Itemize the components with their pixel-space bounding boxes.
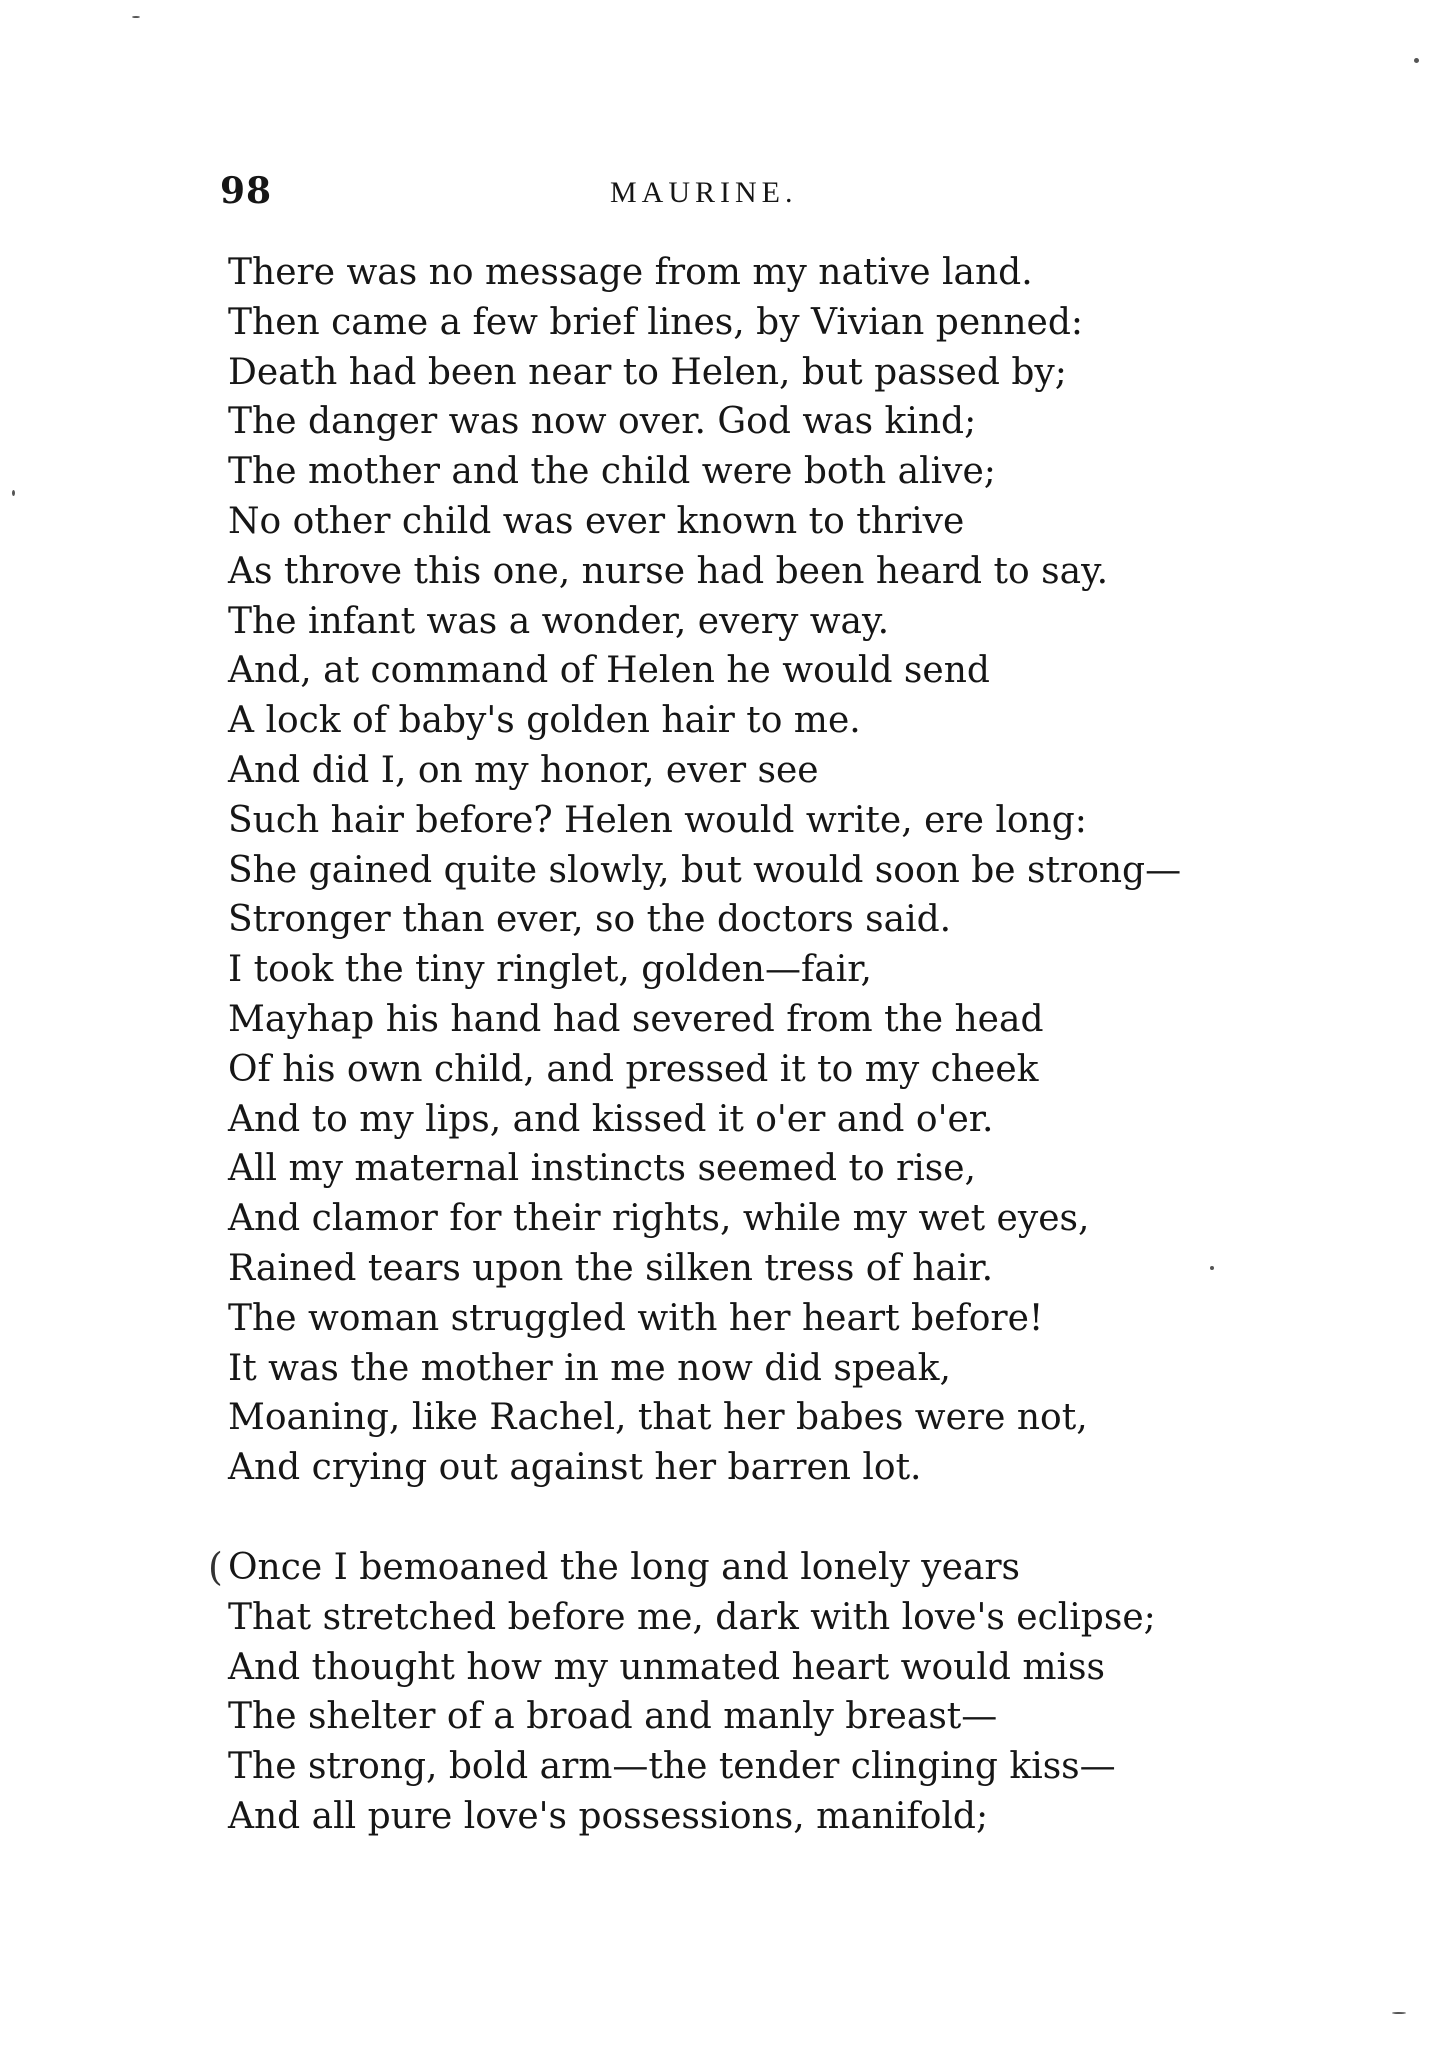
stanza-2 — [208, 1543, 1278, 1842]
poem-line: As throve this one, nurse had been heard to say. — [228, 550, 1109, 592]
poem-line: Of his own child, and pressed it to my cheek — [228, 1048, 1039, 1090]
poem-line: Mayhap his hand had severed from the head — [228, 998, 1044, 1040]
poem-line: The danger was now over. God was kind; — [228, 401, 977, 443]
poem-line: The woman struggled with her heart before! — [228, 1297, 1044, 1339]
poem-line: No other child was ever known to thrive — [228, 500, 965, 542]
scan-speck — [12, 490, 15, 496]
poem-line: Moaning, like Rachel, that her babes were not, — [228, 1397, 1088, 1439]
poem-line: I took the tiny ringlet, golden—fair, — [228, 949, 872, 991]
poem-line: That stretched before me, dark with love's eclipse; — [228, 1596, 1156, 1638]
page-header — [220, 170, 980, 220]
stanza-1 — [228, 248, 1278, 1493]
poem-line: Rained tears upon the silken tress of hair. — [228, 1247, 994, 1289]
poem-line: It was the mother in me now did speak, — [228, 1347, 951, 1389]
scan-speck — [1210, 1266, 1214, 1270]
poem-line: Stronger than ever, so the doctors said. — [228, 899, 952, 941]
poem-line: And thought how my unmated heart would miss — [228, 1646, 1105, 1688]
scan-speck — [1392, 2012, 1406, 2014]
running-title: MAURINE. — [610, 176, 798, 209]
poem-line: And crying out against her barren lot. — [228, 1447, 922, 1489]
stanza-bracket-mark: ( — [208, 1544, 223, 1589]
poem-line: Death had been near to Helen, but passed by; — [228, 351, 1067, 393]
poem-line: There was no message from my native land. — [228, 252, 1033, 293]
poem-line: The strong, bold arm—the tender clinging kiss— — [228, 1746, 1116, 1788]
poem-line: All my maternal instincts seemed to rise, — [228, 1148, 977, 1190]
poem-line: The shelter of a broad and manly breast— — [228, 1696, 998, 1738]
poem-line: She gained quite slowly, but would soon be strong— — [228, 849, 1182, 891]
page-number: 98 — [220, 170, 273, 212]
scan-speck — [1414, 58, 1419, 63]
poem-line: Such hair before? Helen would write, ere long: — [228, 799, 1087, 841]
poem-line: A lock of baby's golden hair to me. — [228, 700, 861, 742]
poem-line: Then came a few brief lines, by Vivian penned: — [228, 301, 1083, 343]
poem-line: The mother and the child were both alive; — [228, 451, 996, 493]
poem-text — [208, 248, 1278, 1842]
poem-line: And clamor for their rights, while my wet eyes, — [228, 1198, 1090, 1240]
poem-line: The infant was a wonder, every way. — [228, 600, 890, 642]
scan-speck — [132, 16, 140, 18]
poem-line: And did I, on my honor, ever see — [228, 749, 819, 791]
poem-line: And to my lips, and kissed it o'er and o'er. — [228, 1098, 994, 1140]
poem-line: And, at command of Helen he would send — [228, 650, 990, 692]
poem-line: Once I bemoaned the long and lonely years — [228, 1546, 1021, 1588]
poem-line: And all pure love's possessions, manifold; — [228, 1795, 989, 1837]
